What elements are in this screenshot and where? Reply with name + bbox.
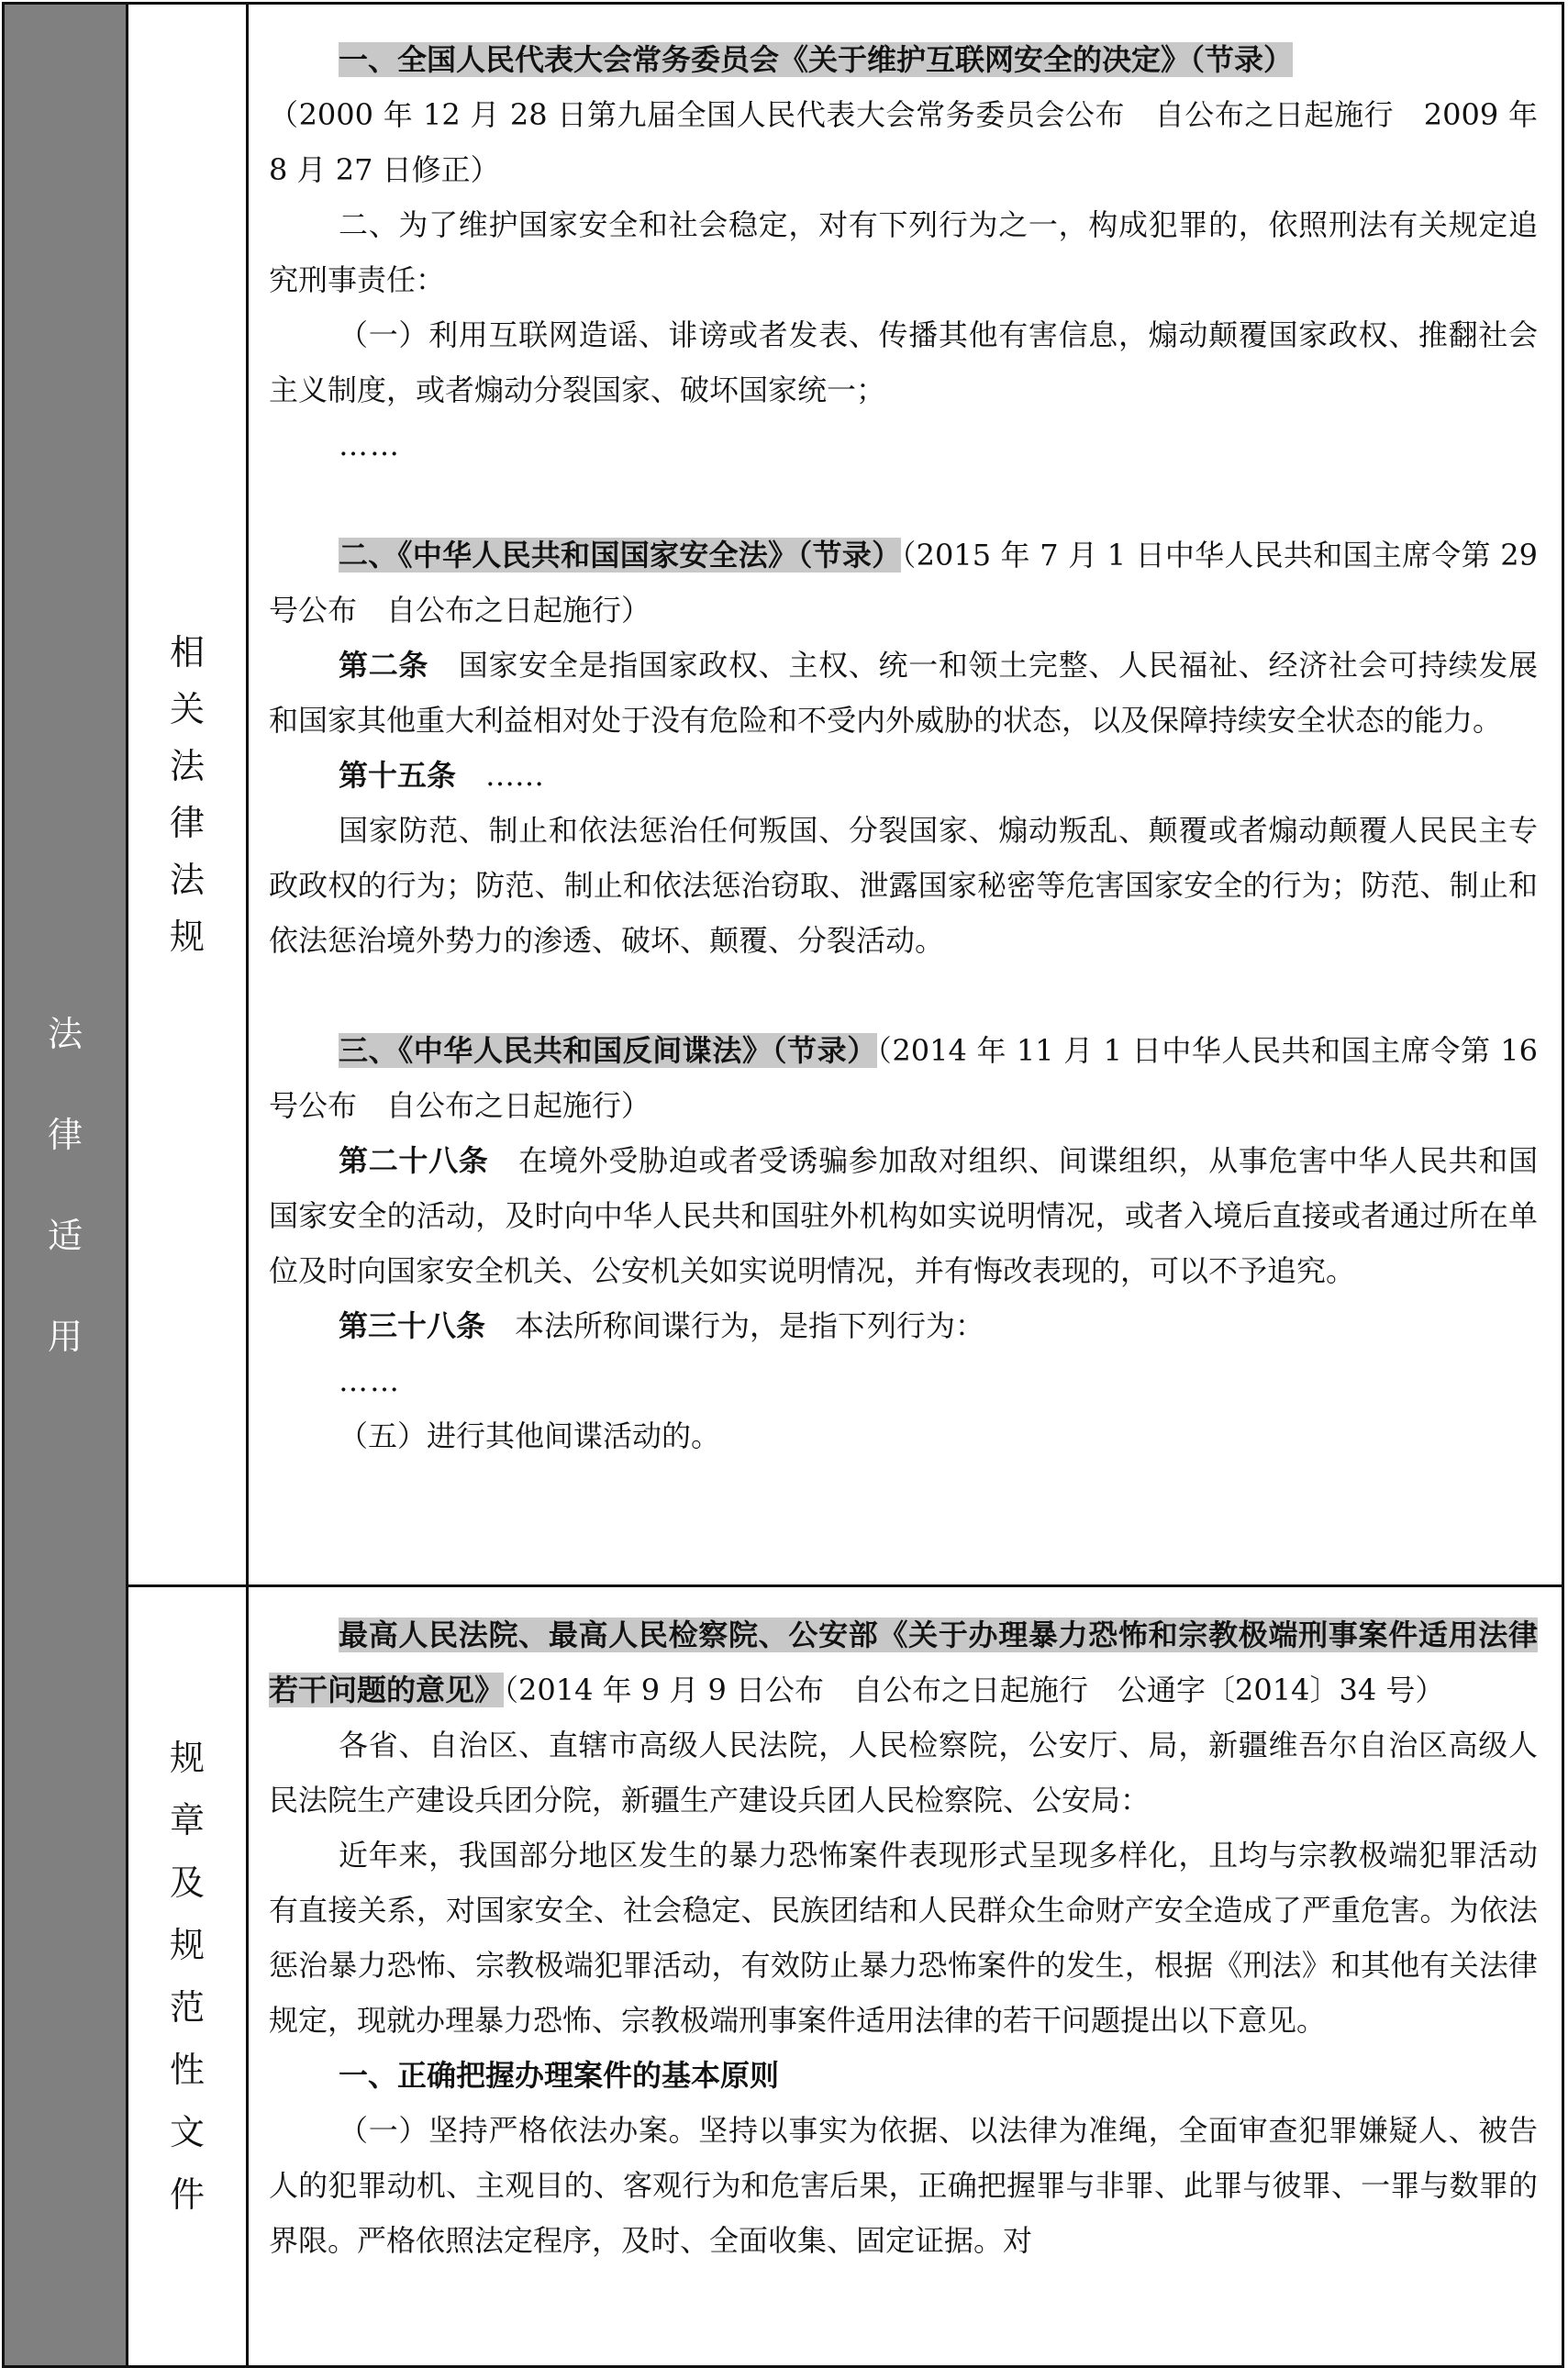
law1-title: 一、全国人民代表大会常务委员会《关于维护互联网安全的决定》（节录） [339,42,1294,77]
right-area [128,5,1562,2365]
law1-title-para [269,32,1538,87]
article-label: 第十五条 [339,758,457,793]
label-char: 性 [169,2050,205,2090]
reg-para2: 近年来，我国部分地区发生的暴力恐怖案件表现形式呈现多样化，且均与宗教极端犯罪活动有直接关系，对国家安全、社会稳定、民族团结和人民群众生命财产安全造成了严重危害。为依法惩治暴力恐怖、宗教极端犯罪活动，有效防止暴力恐怖案件的发生，根据《刑法》和其他有关法律规定，现就办理暴力恐怖、宗教极端刑事案件适用法律的若干问题提出以下意见。 [269,1838,1538,2038]
row-related-laws [128,5,1562,1587]
law2-art2 [269,638,1538,748]
article-label: 第二条 [339,648,429,683]
category-char: 法 [47,1013,83,1054]
law3-meta: （2014 年 11 月 1 日中华人民共和国主席令第 16 号公布 自公布之日起施行） [269,1033,1538,1123]
law2-header [269,528,1538,638]
category-char: 用 [47,1316,83,1357]
doc-header [269,1607,1538,1718]
article-text: …… [456,758,545,793]
article-label: 第三十八条 [339,1308,486,1343]
law-table [2,2,1564,2368]
doc-title: 最高人民法院、最高人民检察院、公安部《关于办理暴力恐怖和宗教极端刑事案件适用法律若干问题的意见》 [269,1618,1538,1707]
label-char: 律 [169,803,205,843]
law2-meta: （2015 年 7 月 1 日中华人民共和国主席令第 29 号公布 自公布之日起施行） [269,538,1538,628]
article-text: 本法所称间谍行为，是指下列行为： [485,1308,985,1343]
subcategory-label [170,1727,205,2226]
law3-ellipsis: …… [339,1363,401,1398]
category-column [5,5,128,2365]
law3-art38 [269,1298,1538,1353]
reg-para1: 各省、自治区、直辖市高级人民法院，人民检察院，公安厅、局，新疆维吾尔自治区高级人民法院生产建设兵团分院，新疆生产建设兵团人民检察院、公安局： [269,1728,1538,1818]
doc-meta: （2014 年 9 月 9 日公布 自公布之日起施行 公通字〔2014〕34 号） [504,1673,1445,1707]
law3-art28 [269,1133,1538,1298]
law1-para1: 二、为了维护国家安全和社会稳定，对有下列行为之一，构成犯罪的，依照刑法有关规定追究刑事责任： [269,207,1538,297]
reg-para3: （一）坚持严格依法办案。坚持以事实为依据、以法律为准绳，全面审查犯罪嫌疑人、被告人的犯罪动机、主观目的、客观行为和危害后果，正确把握罪与非罪、此罪与彼罪、一罪与数罪的界限。严格依照法定程序，及时、全面收集、固定证据。对 [269,2113,1538,2258]
category-char: 律 [47,1114,83,1155]
reg-heading1: 一、正确把握办理案件的基本原则 [339,2058,780,2093]
law1-ellipsis: …… [339,428,401,462]
label-char: 范 [169,1987,205,2028]
article-label: 第二十八条 [339,1143,489,1178]
label-char: 件 [169,2174,205,2215]
law2-art15 [269,748,1538,803]
row-regulations [128,1587,1562,2365]
label-char: 法 [169,860,205,900]
label-char: 文 [169,2112,205,2152]
category-char: 适 [47,1215,83,1256]
regulations-content [249,1587,1562,2365]
label-char: 规 [169,917,205,957]
law2-title: 二、《中华人民共和国国家安全法》（节录） [339,538,902,573]
category-label [48,984,83,1387]
law3-title: 三、《中华人民共和国反间谍法》（节录） [339,1033,877,1068]
label-char: 规 [169,1738,205,1778]
subcategory-label [170,624,205,965]
law3-item5: （五）进行其他间谍活动的。 [339,1418,721,1453]
label-char: 相 [169,632,205,673]
law1-para2: （一）利用互联网造谣、诽谤或者发表、传播其他有害信息，煽动颠覆国家政权、推翻社会主义制度，或者煽动分裂国家、破坏国家统一； [269,317,1538,407]
related-laws-content [249,5,1562,1584]
label-char: 关 [169,689,205,729]
law2-art15-para: 国家防范、制止和依法惩治任何叛国、分裂国家、煽动叛乱、颠覆或者煽动颠覆人民民主专政政权的行为；防范、制止和依法惩治窃取、泄露国家秘密等危害国家安全的行为；防范、制止和依法惩治境外势力的渗透、破坏、颠覆、分裂活动。 [269,813,1538,958]
law3-header [269,1023,1538,1133]
label-char: 及 [169,1862,205,1903]
article-text: 在境外受胁迫或者受诱骗参加敌对组织、间谍组织，从事危害中华人民共和国国家安全的活动，及时向中华人民共和国驻外机构如实说明情况，或者入境后直接或者通过所在单位及时向国家安全机关、公安机关如实说明情况，并有悔改表现的，可以不予追究。 [269,1143,1538,1288]
label-char: 法 [169,746,205,786]
label-char: 规 [169,1925,205,1965]
subcategory-cell [128,1587,249,2365]
subcategory-cell [128,5,249,1584]
article-text: 国家安全是指国家政权、主权、统一和领土完整、人民福祉、经济社会可持续发展和国家其他重大利益相对处于没有危险和不受内外威胁的状态，以及保障持续安全状态的能力。 [269,648,1538,738]
law1-meta: （2000 年 12 月 28 日第九届全国人民代表大会常务委员会公布 自公布之日起施行 2009 年 8 月 27 日修正） [269,97,1538,187]
label-char: 章 [169,1800,205,1840]
